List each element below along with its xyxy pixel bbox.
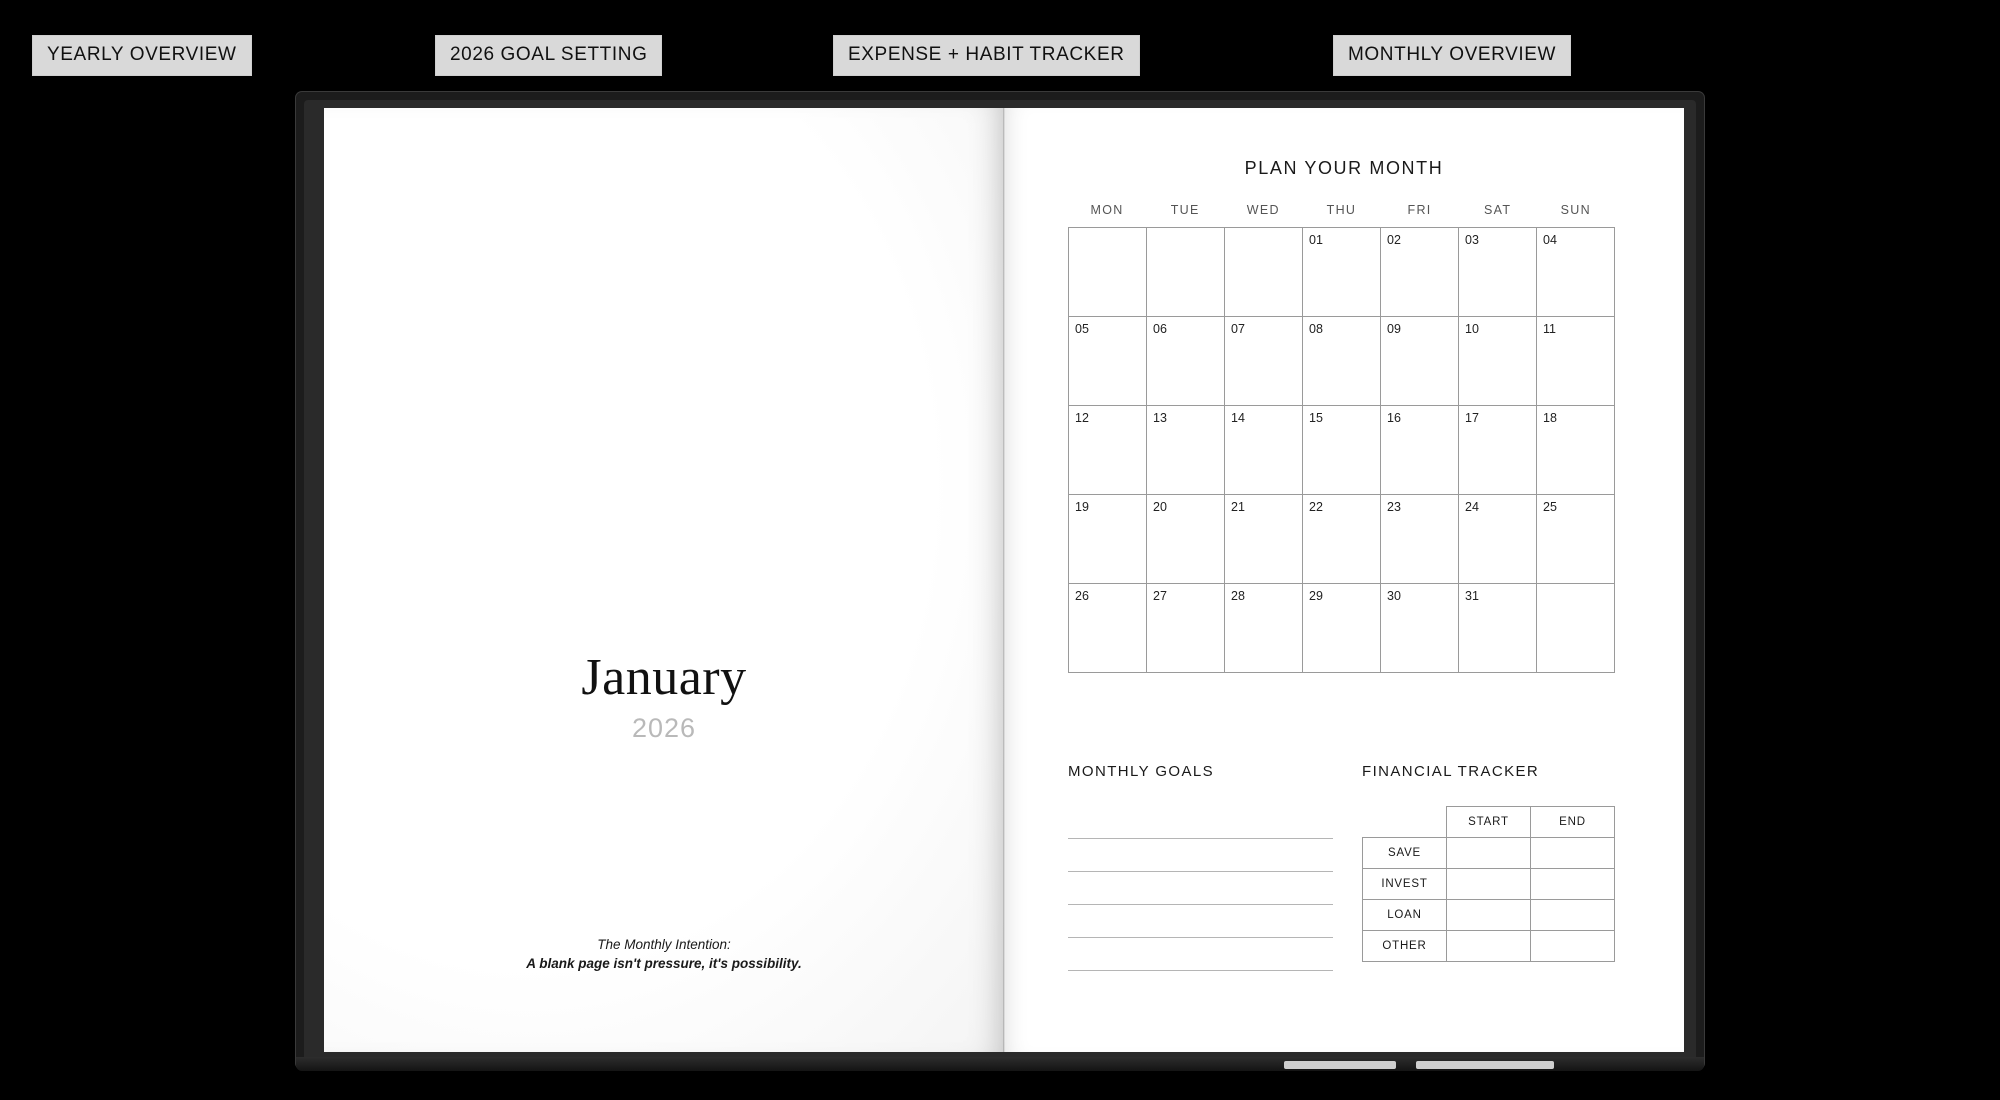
monthly-goals-lines xyxy=(1068,806,1333,971)
day-number: 16 xyxy=(1387,411,1401,425)
day-number: 18 xyxy=(1543,411,1557,425)
weekday-fri: FRI xyxy=(1407,203,1432,217)
calendar-day-cell[interactable] xyxy=(1069,228,1147,317)
calendar-day-cell[interactable] xyxy=(1459,406,1537,495)
day-number: 02 xyxy=(1387,233,1401,247)
financial-tracker-section xyxy=(1362,763,1617,962)
table-row xyxy=(1363,931,1615,962)
calendar xyxy=(1068,203,1615,673)
table-header-row xyxy=(1363,807,1615,838)
cell-save-end[interactable] xyxy=(1531,838,1615,869)
book-bottom-edge xyxy=(296,1057,1704,1071)
goal-line[interactable] xyxy=(1068,839,1333,872)
weekday-mon: MON xyxy=(1090,203,1124,217)
calendar-week-row xyxy=(1069,317,1615,406)
tab-yearly-overview[interactable]: YEARLY OVERVIEW xyxy=(32,35,252,76)
day-number: 19 xyxy=(1075,500,1089,514)
calendar-day-cell[interactable] xyxy=(1537,317,1615,406)
day-number: 27 xyxy=(1153,589,1167,603)
calendar-day-cell[interactable] xyxy=(1303,584,1381,673)
calendar-day-cell[interactable] xyxy=(1147,406,1225,495)
calendar-day-cell[interactable] xyxy=(1537,228,1615,317)
day-number: 01 xyxy=(1309,233,1323,247)
monthly-intention xyxy=(324,935,1004,974)
day-number: 31 xyxy=(1465,589,1479,603)
calendar-day-cell[interactable] xyxy=(1381,584,1459,673)
day-number: 17 xyxy=(1465,411,1479,425)
day-number: 05 xyxy=(1075,322,1089,336)
bottom-tab-marker[interactable] xyxy=(1284,1061,1396,1069)
bottom-tab-marker[interactable] xyxy=(1416,1061,1554,1069)
day-number: 28 xyxy=(1231,589,1245,603)
calendar-day-cell[interactable] xyxy=(1381,495,1459,584)
calendar-day-cell[interactable] xyxy=(1303,406,1381,495)
calendar-day-cell[interactable] xyxy=(1147,228,1225,317)
plan-your-month-title: PLAN YOUR MONTH xyxy=(1244,158,1444,178)
calendar-day-cell[interactable] xyxy=(1459,317,1537,406)
cell-other-end[interactable] xyxy=(1531,931,1615,962)
monthly-goals-title: MONTHLY GOALS xyxy=(1068,763,1215,780)
calendar-day-cell[interactable] xyxy=(1069,495,1147,584)
calendar-day-cell[interactable] xyxy=(1303,228,1381,317)
goal-line[interactable] xyxy=(1068,905,1333,938)
calendar-day-cell[interactable] xyxy=(1303,495,1381,584)
cell-invest-end[interactable] xyxy=(1531,869,1615,900)
calendar-week-row xyxy=(1069,406,1615,495)
table-row xyxy=(1363,869,1615,900)
day-number: 24 xyxy=(1465,500,1479,514)
calendar-day-cell[interactable] xyxy=(1303,317,1381,406)
tab-expense-habit-tracker[interactable]: EXPENSE + HABIT TRACKER xyxy=(833,35,1140,76)
calendar-week-row xyxy=(1069,228,1615,317)
column-header-start: START xyxy=(1447,807,1531,838)
tab-2026-goal-setting[interactable]: 2026 GOAL SETTING xyxy=(435,35,662,76)
calendar-day-cell[interactable] xyxy=(1381,317,1459,406)
calendar-day-cell[interactable] xyxy=(1069,406,1147,495)
row-label-other: OTHER xyxy=(1363,931,1447,962)
weekday-wed: WED xyxy=(1246,203,1280,217)
calendar-day-cell[interactable] xyxy=(1459,584,1537,673)
planner-book xyxy=(296,92,1704,1069)
table-row xyxy=(1363,900,1615,931)
cell-save-start[interactable] xyxy=(1447,838,1531,869)
column-header-end: END xyxy=(1531,807,1615,838)
calendar-day-cell[interactable] xyxy=(1381,228,1459,317)
day-number: 04 xyxy=(1543,233,1557,247)
row-label-invest: INVEST xyxy=(1363,869,1447,900)
table-row xyxy=(1363,838,1615,869)
row-label-save: SAVE xyxy=(1363,838,1447,869)
weekday-thu: THU xyxy=(1326,203,1357,217)
calendar-weekday-header xyxy=(1068,203,1615,227)
calendar-day-cell[interactable] xyxy=(1459,495,1537,584)
goal-line[interactable] xyxy=(1068,938,1333,971)
calendar-day-cell[interactable] xyxy=(1069,317,1147,406)
page-right xyxy=(1004,108,1684,1052)
calendar-day-cell[interactable] xyxy=(1381,406,1459,495)
book-spread xyxy=(324,108,1684,1052)
tab-monthly-overview[interactable]: MONTHLY OVERVIEW xyxy=(1333,35,1571,76)
day-number: 10 xyxy=(1465,322,1479,336)
calendar-day-cell[interactable] xyxy=(1069,584,1147,673)
calendar-day-cell[interactable] xyxy=(1225,228,1303,317)
weekday-sat: SAT xyxy=(1484,203,1512,217)
calendar-day-cell[interactable] xyxy=(1537,495,1615,584)
financial-tracker-table xyxy=(1362,806,1615,962)
table-corner-cell xyxy=(1363,807,1447,838)
monthly-goals-section xyxy=(1068,763,1333,971)
calendar-day-cell[interactable] xyxy=(1225,406,1303,495)
weekday-tue: TUE xyxy=(1170,203,1200,217)
calendar-week-row xyxy=(1069,495,1615,584)
calendar-day-cell[interactable] xyxy=(1225,495,1303,584)
day-number: 29 xyxy=(1309,589,1323,603)
month-title: January xyxy=(581,649,747,706)
day-number: 22 xyxy=(1309,500,1323,514)
goal-line[interactable] xyxy=(1068,806,1333,839)
day-number: 23 xyxy=(1387,500,1401,514)
calendar-grid xyxy=(1068,227,1615,673)
day-number: 09 xyxy=(1387,322,1401,336)
page-left xyxy=(324,108,1004,1052)
calendar-day-cell[interactable] xyxy=(1147,584,1225,673)
calendar-day-cell[interactable] xyxy=(1537,584,1615,673)
day-number: 06 xyxy=(1153,322,1167,336)
calendar-day-cell[interactable] xyxy=(1537,406,1615,495)
weekday-sun: SUN xyxy=(1560,203,1591,217)
day-number: 08 xyxy=(1309,322,1323,336)
day-number: 13 xyxy=(1153,411,1167,425)
day-number: 15 xyxy=(1309,411,1323,425)
day-number: 12 xyxy=(1075,411,1089,425)
tab-bar xyxy=(0,0,2000,72)
calendar-day-cell[interactable] xyxy=(1225,317,1303,406)
book-inner-cover xyxy=(304,100,1696,1061)
cell-loan-start[interactable] xyxy=(1447,900,1531,931)
cell-invest-start[interactable] xyxy=(1447,869,1531,900)
day-number: 07 xyxy=(1231,322,1245,336)
day-number: 11 xyxy=(1543,322,1556,336)
row-label-loan: LOAN xyxy=(1363,900,1447,931)
intention-quote: A blank page isn't pressure, it's possibility. xyxy=(526,956,802,972)
intention-label: The Monthly Intention: xyxy=(597,936,731,952)
day-number: 30 xyxy=(1387,589,1401,603)
day-number: 21 xyxy=(1231,500,1245,514)
day-number: 26 xyxy=(1075,589,1089,603)
goal-line[interactable] xyxy=(1068,872,1333,905)
month-year: 2026 xyxy=(631,713,697,743)
book-spine xyxy=(1003,108,1005,1052)
day-number: 03 xyxy=(1465,233,1479,247)
day-number: 14 xyxy=(1231,411,1245,425)
calendar-day-cell[interactable] xyxy=(1147,495,1225,584)
day-number: 25 xyxy=(1543,500,1557,514)
calendar-week-row xyxy=(1069,584,1615,673)
calendar-day-cell[interactable] xyxy=(1225,584,1303,673)
calendar-day-cell[interactable] xyxy=(1147,317,1225,406)
financial-tracker-title: FINANCIAL TRACKER xyxy=(1362,763,1540,780)
calendar-day-cell[interactable] xyxy=(1459,228,1537,317)
cell-other-start[interactable] xyxy=(1447,931,1531,962)
day-number: 20 xyxy=(1153,500,1167,514)
cell-loan-end[interactable] xyxy=(1531,900,1615,931)
